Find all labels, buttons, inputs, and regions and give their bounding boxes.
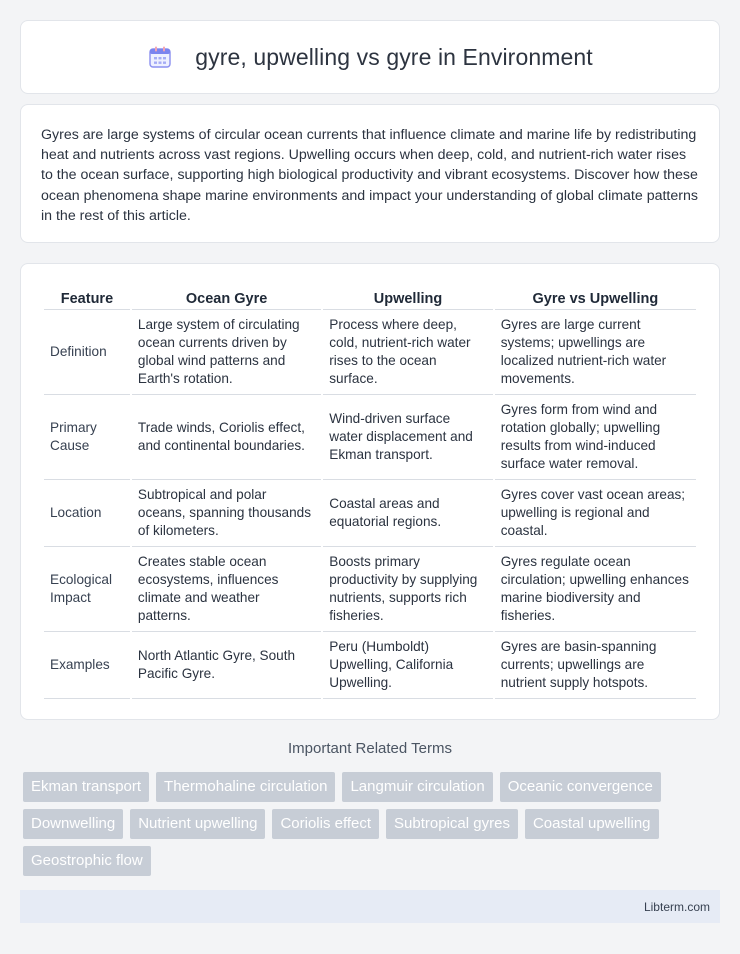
table-cell: Gyres are large current systems; upwellings are localized nutrient-rich water movements. (495, 310, 696, 395)
table-row (44, 310, 696, 395)
table-cell-feature: Examples (44, 632, 130, 699)
term-tag-oceanic-convergence[interactable]: Oceanic convergence (500, 772, 661, 802)
table-cell: Gyres form from wind and rotation globally; upwelling results from wind-induced surface water removal. (495, 395, 696, 480)
related-terms-list (23, 772, 717, 876)
term-tag-nutrient-upwelling[interactable]: Nutrient upwelling (130, 809, 265, 839)
term-tag-ekman-transport[interactable]: Ekman transport (23, 772, 149, 802)
table-row (44, 547, 696, 632)
table-cell: Creates stable ocean ecosystems, influences climate and weather patterns. (132, 547, 321, 632)
footer-site-link[interactable]: Libterm.com (643, 899, 710, 914)
table-cell-feature: Definition (44, 310, 130, 395)
related-terms-title: Important Related Terms (288, 740, 452, 757)
page-title: gyre, upwelling vs gyre in Environment (195, 43, 593, 70)
table-cell: Process where deep, cold, nutrient-rich water rises to the ocean surface. (323, 310, 492, 395)
table-cell: Coastal areas and equatorial regions. (323, 480, 492, 547)
term-tag-subtropical-gyres[interactable]: Subtropical gyres (386, 809, 518, 839)
table-cell-feature: Ecological Impact (44, 547, 130, 632)
column-header-ocean-gyre: Ocean Gyre (132, 286, 321, 310)
intro-card (20, 104, 720, 243)
table-row (44, 480, 696, 547)
table-cell: Wind-driven surface water displacement and Ekman transport. (323, 395, 492, 480)
table-cell: Trade winds, Coriolis effect, and continental boundaries. (132, 395, 321, 480)
table-cell: Gyres regulate ocean circulation; upwelling enhances marine biodiversity and fisheries. (495, 547, 696, 632)
term-tag-thermohaline-circulation[interactable]: Thermohaline circulation (156, 772, 335, 802)
comparison-table-card (20, 263, 720, 720)
term-tag-geostrophic-flow[interactable]: Geostrophic flow (23, 846, 151, 876)
table-row (44, 632, 696, 699)
term-tag-coriolis-effect[interactable]: Coriolis effect (272, 809, 379, 839)
table-cell: Gyres are basin-spanning currents; upwellings are nutrient supply hotspots. (495, 632, 696, 699)
header (147, 44, 593, 71)
column-header-feature: Feature (44, 286, 130, 310)
term-tag-coastal-upwelling[interactable]: Coastal upwelling (525, 809, 659, 839)
table-cell: Boosts primary productivity by supplying nutrients, supports rich fisheries. (323, 547, 492, 632)
table-cell-feature: Primary Cause (44, 395, 130, 480)
term-tag-downwelling[interactable]: Downwelling (23, 809, 123, 839)
table-header-row (44, 286, 696, 310)
header-card (20, 20, 720, 94)
intro-text: Gyres are large systems of circular ocean currents that influence climate and marine life by redistributing heat and nutrients across vast regions. Upwelling occurs when deep, cold, and nutrient-rich water rises to the ocean surface, supporting high biological productivity and vibrant ecosystems. Discover how these ocean phenomena shape marine environments and impact your understanding of global climate patterns in the rest of this article. (41, 127, 698, 224)
calendar-icon (147, 44, 173, 70)
column-header-gyre-vs-upwelling: Gyre vs Upwelling (495, 286, 696, 310)
table-cell: Gyres cover vast ocean areas; upwelling is regional and coastal. (495, 480, 696, 547)
comparison-table (42, 286, 698, 699)
table-cell-feature: Location (44, 480, 130, 547)
footer (20, 890, 720, 923)
term-tag-langmuir-circulation[interactable]: Langmuir circulation (342, 772, 492, 802)
table-cell: North Atlantic Gyre, South Pacific Gyre. (132, 632, 321, 699)
table-cell: Peru (Humboldt) Upwelling, California Upwelling. (323, 632, 492, 699)
column-header-upwelling: Upwelling (323, 286, 492, 310)
table-cell: Large system of circulating ocean currents driven by global wind patterns and Earth's rotation. (132, 310, 321, 395)
table-cell: Subtropical and polar oceans, spanning thousands of kilometers. (132, 480, 321, 547)
table-row (44, 395, 696, 480)
